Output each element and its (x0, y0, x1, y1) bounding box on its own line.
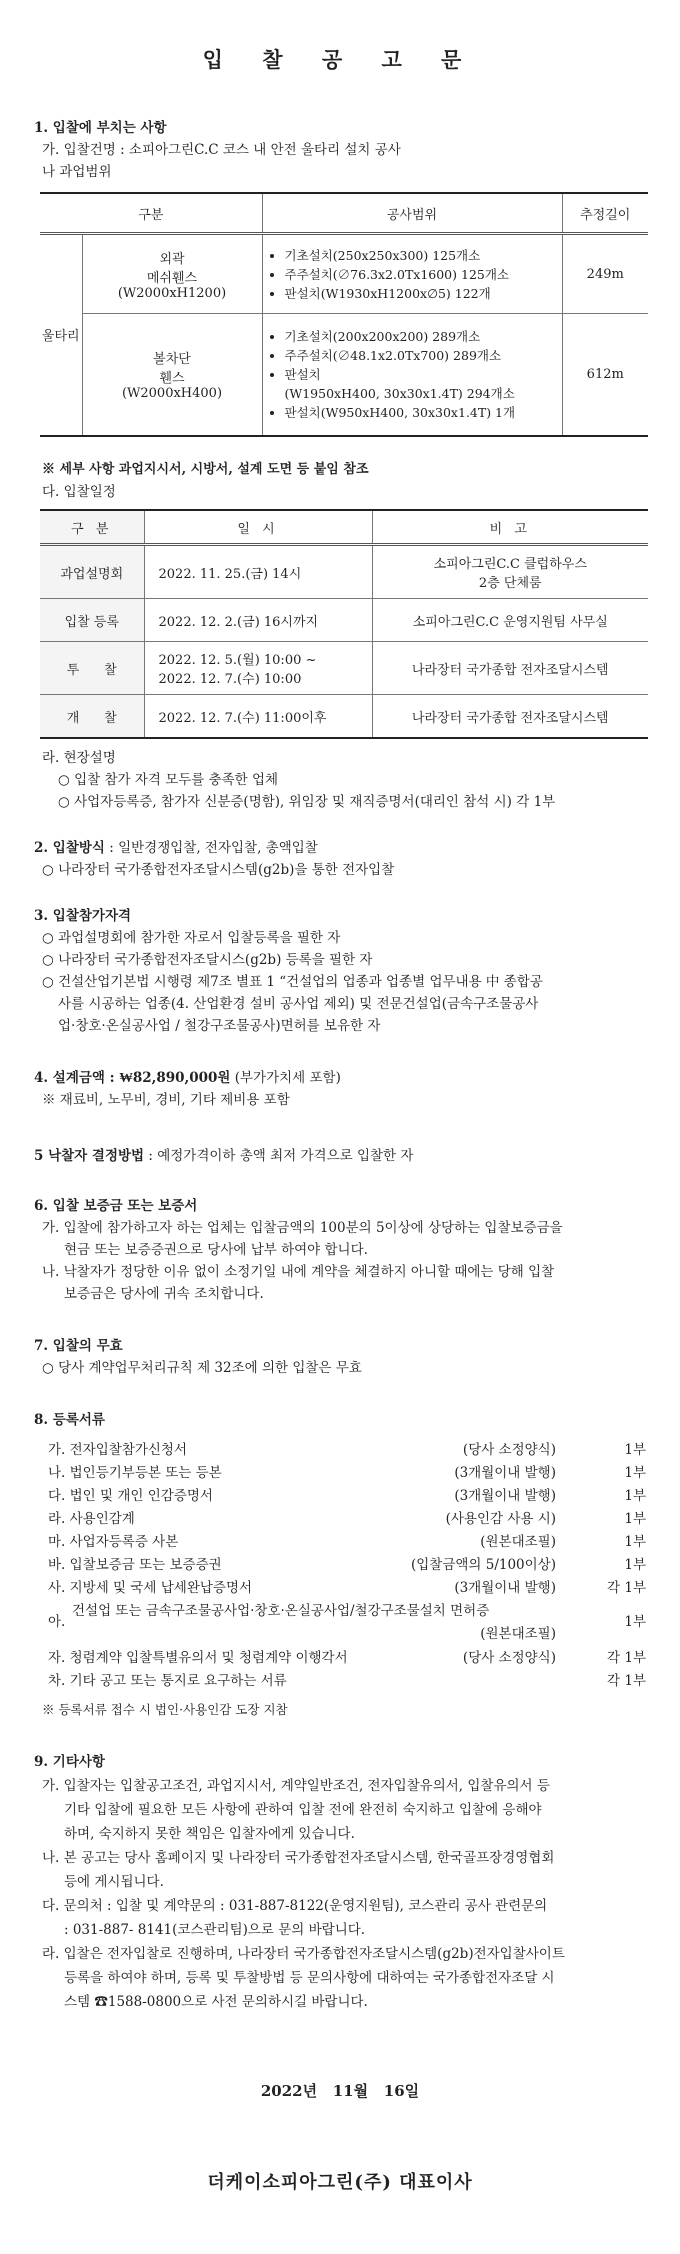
scope-item: • 주주설치(∅48.1x2.0Tx700) 289개소 (285, 346, 562, 365)
table-row-scope (262, 234, 562, 314)
doc-note: (당사 소정양식) (462, 1650, 556, 1666)
type-line: 메쉬휀스 (146, 270, 198, 286)
table-row (40, 599, 648, 642)
misc-line: 기타 입찰에 필요한 모든 사항에 관하여 입찰 전에 완전히 숙지하고 입찰에 응해야 (64, 1802, 542, 1818)
type-line: 볼차단 (153, 351, 191, 367)
schedule-note: 나라장터 국가종합 전자조달시스템 (372, 642, 648, 695)
section-4-heading (34, 1068, 341, 1088)
scope-item: • 기초설치(250x250x300) 125개소 (285, 246, 562, 265)
section-4-rest: (부가가치세 포함) (230, 1070, 341, 1086)
qualification-item: ○ 나라장터 국가종합전자조달시스(g2b) 등록을 필한 자 (42, 952, 373, 968)
scope-label: 나 과업범위 (42, 164, 112, 180)
misc-line: 라. 입찰은 전자입찰로 진행하며, 나라장터 국가종합전자조달시스템(g2b)전자입찰사이트 (42, 1946, 565, 1962)
deposit-line: 나. 낙찰자가 정당한 이유 없이 소정기일 내에 계약을 체결하지 아니할 때에는 당해 입찰 (42, 1264, 555, 1280)
section-1-heading: 1. 입찰에 부치는 사항 (34, 120, 167, 136)
table-row-type (82, 314, 262, 436)
table-row-type (82, 234, 262, 314)
doc-name: 사. 지방세 및 국세 납세완납증명서 (48, 1580, 253, 1596)
section-2-title: 2. 입찰방식 (34, 840, 105, 856)
schedule-date (144, 642, 372, 695)
category-cell: 울타리 (40, 234, 82, 436)
section-5-heading (34, 1146, 413, 1166)
schedule-header: 일 시 (144, 510, 372, 545)
schedule-header: 비 고 (372, 510, 648, 545)
site-item: ○ 입찰 참가 자격 모두를 충족한 업체 (58, 772, 279, 788)
signer: 더케이소피아그린(주) 대표이사 (207, 2172, 473, 2193)
deposit-line: 현금 또는 보증증권으로 당사에 납부 하여야 합니다. (64, 1242, 368, 1258)
misc-line: 나. 본 공고는 당사 홈페이지 및 나라장터 국가종합전자조달시스템, 한국골프장경영협회 (42, 1850, 555, 1866)
site-label: 라. 현장설명 (42, 750, 116, 766)
scope-item: • 판설치(W950xH400, 30x30x1.4T) 1개 (285, 403, 562, 422)
date-line: 2022. 12. 7.(수) 10:00 (158, 672, 302, 687)
section-8-heading: 8. 등록서류 (34, 1412, 105, 1428)
schedule-header: 구 분 (40, 510, 144, 545)
type-line: 휀스 (159, 370, 185, 386)
scope-note: ※ 세부 사항 과업지시서, 시방서, 설계 도면 등 붙임 참조 (42, 462, 369, 477)
doc-name: 차. 기타 공고 또는 통지로 요구하는 서류 (48, 1673, 287, 1689)
length-cell: 612m (562, 314, 648, 436)
schedule-label-cell: 입찰 등록 (40, 599, 144, 642)
doc-name: 마. 사업자등록증 사본 (48, 1534, 179, 1550)
section-7-heading: 7. 입찰의 무효 (34, 1338, 123, 1354)
doc-count: 1부 (624, 1488, 646, 1504)
doc-count: 1부 (624, 1465, 646, 1481)
col-header-scope: 공사범위 (262, 193, 562, 234)
type-line: 외곽 (159, 251, 185, 267)
project-name: 가. 입찰건명 : 소피아그린C.C 코스 내 안전 울타리 설치 공사 (42, 142, 401, 158)
section-4-note: ※ 재료비, 노무비, 경비, 기타 제비용 포함 (42, 1092, 290, 1108)
qualification-item: 사를 시공하는 업종(4. 산업환경 설비 공사업 제외) 및 전문건설업(금속구조물공사 (58, 996, 539, 1012)
doc-note: (원본대조필) (480, 1626, 556, 1642)
scope-item: • 기초설치(200x200x200) 289개소 (285, 327, 562, 346)
schedule-date: 2022. 12. 7.(수) 11:00이후 (144, 695, 372, 739)
misc-line: 스템 ☎1588-0800으로 사전 문의하시길 바랍니다. (64, 1994, 368, 2010)
deposit-line: 가. 입찰에 참가하고자 하는 업체는 입찰금액의 100분의 5이상에 상당하는 입찰보증금을 (42, 1220, 563, 1236)
doc-note: (3개월이내 발행) (454, 1465, 556, 1481)
schedule-note: 소피아그린C.C 운영지원팀 사무실 (372, 599, 648, 642)
site-item: ○ 사업자등록증, 참가자 신분증(명함), 위임장 및 재직증명서(대리인 참석 시) 각 1부 (58, 794, 556, 810)
section-6-heading: 6. 입찰 보증금 또는 보증서 (34, 1198, 198, 1214)
note-line: 2층 단체룸 (478, 576, 542, 591)
scope-table (40, 192, 648, 437)
misc-line: 등록을 하여야 하며, 등록 및 투찰방법 등 문의사항에 대하여는 국가종합전자조달 시 (64, 1970, 555, 1986)
misc-line: 가. 입찰자는 입찰공고조건, 과업지시서, 계약일반조건, 전자입찰유의서, 입찰유의서 등 (42, 1778, 550, 1794)
page-title: 입 찰 공 고 문 (202, 47, 478, 72)
scope-item: • 판설치 (285, 365, 562, 384)
deposit-line: 보증금은 당사에 귀속 조치합니다. (64, 1286, 264, 1302)
invalid-item: ○ 당사 계약업무처리규칙 제 32조에 의한 입찰은 무효 (42, 1360, 362, 1376)
table-row (40, 545, 648, 599)
notice-date: 2022년 11월 16일 (260, 2082, 420, 2100)
doc-name: 나. 법인등기부등본 또는 등본 (48, 1465, 222, 1481)
qualification-item: ○ 건설산업기본법 시행령 제7조 별표 1 “건설업의 업종과 업종별 업무내용 中 종합공 (42, 974, 543, 990)
misc-line: : 031-887- 8141(코스관리팀)으로 문의 바랍니다. (64, 1922, 366, 1938)
col-header-type: 구분 (40, 193, 262, 234)
schedule-label: 다. 입찰일정 (42, 484, 116, 500)
length-cell: 249m (562, 234, 648, 314)
qualification-item: ○ 과업설명회에 참가한 자로서 입찰등록을 필한 자 (42, 930, 341, 946)
doc-note: (당사 소정양식) (462, 1442, 556, 1458)
section-5-rest: : 예정가격이하 총액 최저 가격으로 입찰한 자 (144, 1148, 414, 1164)
type-line: (W2000xH400) (121, 385, 223, 401)
schedule-label-cell: 과업설명회 (40, 545, 144, 599)
doc-count: 각 1부 (607, 1580, 646, 1596)
section-2-heading (34, 838, 318, 858)
doc-name: 라. 사용인감계 (48, 1511, 135, 1527)
schedule-table (40, 509, 648, 739)
doc-note: (입찰금액의 5/100이상) (410, 1557, 556, 1573)
doc-name: 바. 입찰보증금 또는 보증증권 (48, 1557, 222, 1573)
doc-label: 아. (48, 1614, 66, 1630)
doc-name: 건설업 또는 금속구조물공사업·창호·온실공사업/철강구조물설치 면허증 (72, 1603, 490, 1619)
bid-method-item: ○ 나라장터 국가종합전자조달시스템(g2b)을 통한 전자입찰 (42, 862, 395, 878)
scope-item: • 주주설치(∅76.3x2.0Tx1600) 125개소 (285, 265, 562, 284)
table-row (40, 695, 648, 739)
date-line: 2022. 12. 5.(월) 10:00 ~ (158, 653, 317, 668)
table-row-scope (262, 314, 562, 436)
misc-line: 등에 게시됩니다. (64, 1874, 164, 1890)
schedule-note: 나라장터 국가종합 전자조달시스템 (372, 695, 648, 739)
section-8-note: ※ 등록서류 접수 시 법인·사용인감 도장 지참 (42, 1702, 288, 1717)
schedule-label-cell: 투 찰 (40, 642, 144, 695)
schedule-date: 2022. 11. 25.(금) 14시 (144, 545, 372, 599)
col-header-length: 추정길이 (562, 193, 648, 234)
type-line: (W2000xH1200) (117, 285, 227, 301)
scope-item: (W1950xH400, 30x30x1.4T) 294개소 (284, 385, 515, 401)
doc-count: 1부 (624, 1557, 646, 1573)
schedule-label-cell: 개 찰 (40, 695, 144, 739)
note-line: 소피아그린C.C 클럽하우스 (433, 557, 587, 572)
section-2-rest: : 일반경쟁입찰, 전자입찰, 총액입찰 (104, 840, 318, 856)
misc-line: 하며, 숙지하지 못한 책임은 입찰자에게 있습니다. (64, 1826, 355, 1842)
doc-note: (3개월이내 발행) (454, 1488, 556, 1504)
doc-note: (사용인감 사용 시) (445, 1511, 556, 1527)
schedule-date: 2022. 12. 2.(금) 16시까지 (144, 599, 372, 642)
doc-count: 1부 (624, 1534, 646, 1550)
doc-count: 1부 (624, 1511, 646, 1527)
doc-count: 각 1부 (607, 1650, 646, 1666)
section-5-title: 5 낙찰자 결정방법 (34, 1148, 145, 1164)
doc-count: 각 1부 (607, 1673, 646, 1689)
doc-name: 자. 청렴계약 입찰특별유의서 및 청렴계약 이행각서 (48, 1650, 348, 1666)
schedule-note (372, 545, 648, 599)
misc-line: 다. 문의처 : 입찰 및 계약문의 : 031-887-8122(운영지원팀), 코스관리 공사 관련문의 (42, 1898, 548, 1914)
section-3-heading: 3. 입찰참가자격 (34, 908, 132, 924)
table-row (40, 642, 648, 695)
doc-count: 1부 (624, 1614, 646, 1630)
doc-note: (3개월이내 발행) (454, 1580, 556, 1596)
doc-name: 다. 법인 및 개인 인감증명서 (48, 1488, 213, 1504)
section-9-heading: 9. 기타사항 (34, 1754, 105, 1770)
section-4-title: 4. 설계금액 : ₩82,890,000원 (34, 1070, 231, 1086)
doc-name: 가. 전자입찰참가신청서 (48, 1442, 187, 1458)
scope-item: • 판설치(W1930xH1200x∅5) 122개 (285, 284, 562, 303)
doc-count: 1부 (624, 1442, 646, 1458)
doc-note: (원본대조필) (480, 1534, 556, 1550)
qualification-item: 업·창호·온실공사업 / 철강구조물공사)면허를 보유한 자 (58, 1018, 381, 1034)
